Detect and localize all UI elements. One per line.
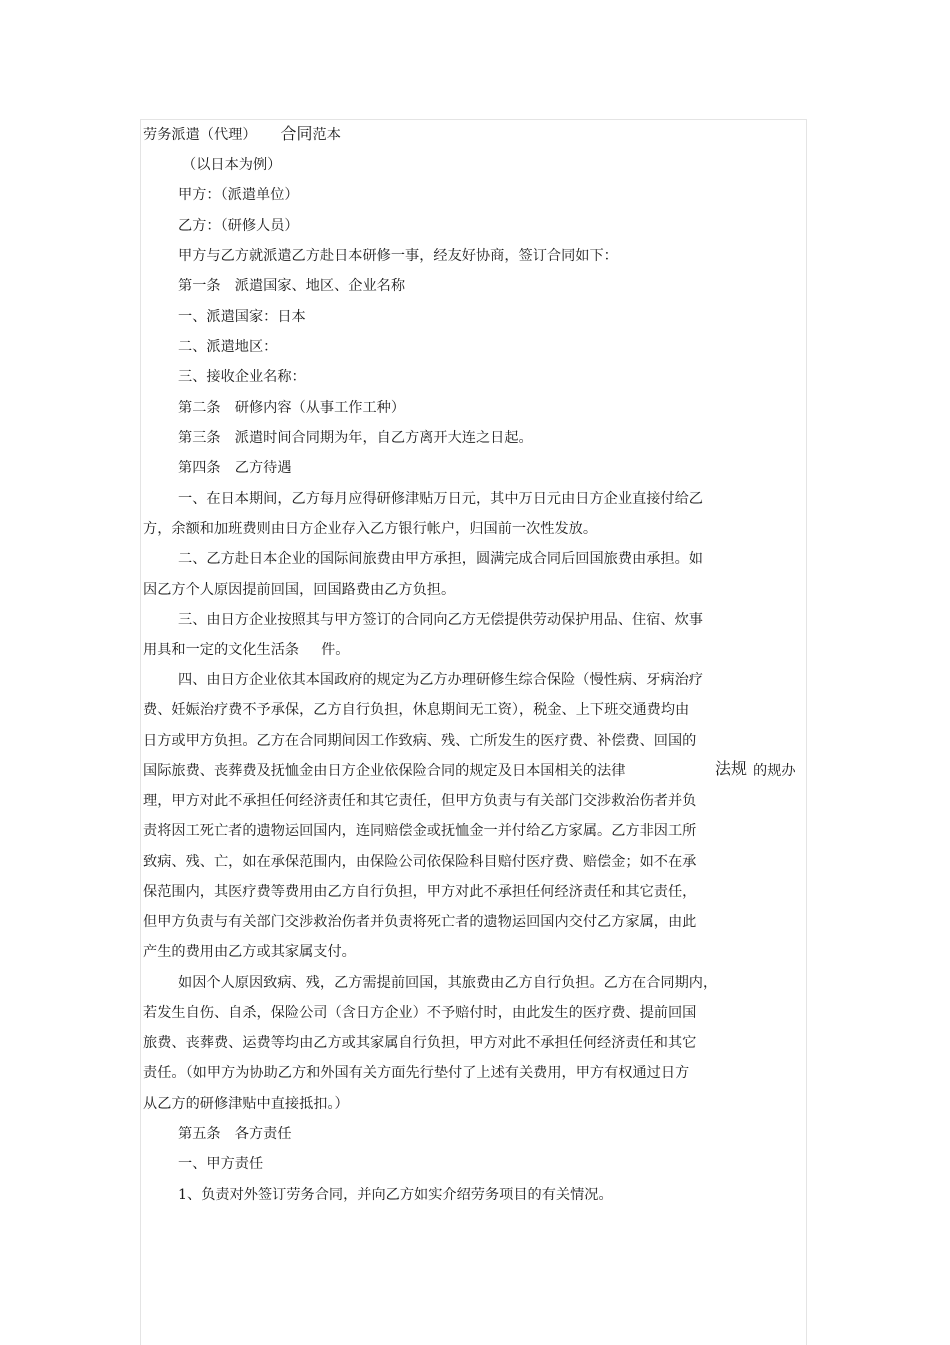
paragraph-line: 国际旅费、丧葬费及抚恤金由日方企业依保险合同的规定及日本国相关的法律: [143, 763, 626, 779]
party-a: 甲方：（派遣单位）: [178, 187, 299, 203]
paragraph-line: 致病、残、亡，如在承保范围内，由保险公司依保险科目赔付医疗费、赔偿金；如不在承: [143, 854, 697, 870]
paragraph-line: [143, 640, 349, 660]
paragraph-line: 四、由日方企业依其本国政府的规定为乙方办理研修生综合保险（慢性病、牙病治疗: [178, 672, 703, 688]
paragraph-line: 二、乙方赴日本企业的国际间旅费由甲方承担，圆满完成合同后回国旅费由承担。如: [178, 551, 703, 567]
document-title: [143, 124, 341, 145]
article-5-title: 第五条 各方责任: [178, 1126, 292, 1142]
paragraph-line: 一、在日本期间，乙方每月应得研修津贴万日元，其中万日元由日方企业直接付给乙: [178, 491, 703, 507]
paragraph-line: 如因个人原因致病、残，乙方需提前回国，其旅费由乙方自行负担。乙方在合同期内，: [178, 975, 718, 991]
paragraph-line: 从乙方的研修津贴中直接抵扣。）: [143, 1096, 349, 1112]
article-2-title: 第二条 研修内容（从事工作工种）: [178, 400, 406, 416]
title-part-2: 合同: [280, 124, 313, 143]
paragraph-line: 因乙方个人原因提前回国，回国路费由乙方负担。: [143, 582, 456, 598]
text-span: 用具和一定的文化生活条: [143, 642, 300, 658]
title-part-3: 范本: [312, 127, 341, 143]
paragraph-line: 三、由日方企业按照其与甲方签订的合同向乙方无偿提供劳动保护用品、住宿、炊事: [178, 612, 703, 628]
paragraph-line: 若发生自伤、自杀，保险公司（含日方企业）不予赔付时，由此发生的医疗费、提前回国: [143, 1005, 697, 1021]
paragraph-line: 产生的费用由乙方或其家属支付。: [143, 944, 356, 960]
paragraph-line: 旅费、丧葬费、运费等均由乙方或其家属自行负担，甲方对此不承担任何经济责任和其它: [143, 1035, 697, 1051]
paragraph-line: 方，余额和加班费则由日方企业存入乙方银行帐户，归国前一次性发放。: [143, 521, 598, 537]
party-b: 乙方：（研修人员）: [178, 218, 299, 234]
paragraph-line: 日方或甲方负担。乙方在合同期间因工作致病、残、亡所发生的医疗费、补偿费、回国的: [143, 733, 697, 749]
article-3-title: 第三条 派遣时间合同期为年，自乙方离开大连之日起。: [178, 430, 533, 446]
article-4-title: 第四条 乙方待遇: [178, 460, 292, 476]
article-1-item-3: 三、接收企业名称：: [178, 369, 306, 385]
article-5-item-1-1: 1、负责对外签订劳务合同，并向乙方如实介绍劳务项目的有关情况。: [178, 1187, 613, 1203]
article-1-item-2: 二、派遣地区：: [178, 339, 278, 355]
paragraph-line: 但甲方负责与有关部门交涉救治伤者并负责将死亡者的遗物运回国内交付乙方家属，由此: [143, 914, 697, 930]
text-span: 法规: [715, 759, 748, 778]
article-1-item-1: 一、派遣国家：日本: [178, 309, 306, 325]
text-span: 件。: [321, 642, 350, 658]
article-1-title: 第一条 派遣国家、地区、企业名称: [178, 278, 406, 294]
paragraph-line: 责任。（如甲方为协助乙方和外国有关方面先行垫付了上述有关费用，甲方有权通过日方: [143, 1065, 690, 1081]
subtitle: （以日本为例）: [182, 157, 282, 173]
paragraph-line: 理，甲方对此不承担任何经济责任和其它责任，但甲方负责与有关部门交涉救治伤者并负: [143, 793, 697, 809]
article-5-item-1: 一、甲方责任: [178, 1156, 264, 1172]
paragraph-line: 保范围内，其医疗费等费用由乙方自行负担，甲方对此不承担任何经济责任和其它责任，: [143, 884, 697, 900]
paragraph-line: 责将因工死亡者的遗物运回国内，连同赔偿金或抚恤金一并付给乙方家属。乙方非因工所: [143, 823, 697, 839]
paragraph-line: 费、妊娠治疗费不予承保，乙方自行负担，休息期间无工资），税金、上下班交通费均由: [143, 702, 690, 718]
title-part-1: 劳务派遣（代理）: [143, 127, 257, 143]
intro-paragraph: 甲方与乙方就派遣乙方赴日本研修一事，经友好协商，签订合同如下：: [178, 248, 618, 264]
text-span: 的规办: [753, 763, 796, 779]
